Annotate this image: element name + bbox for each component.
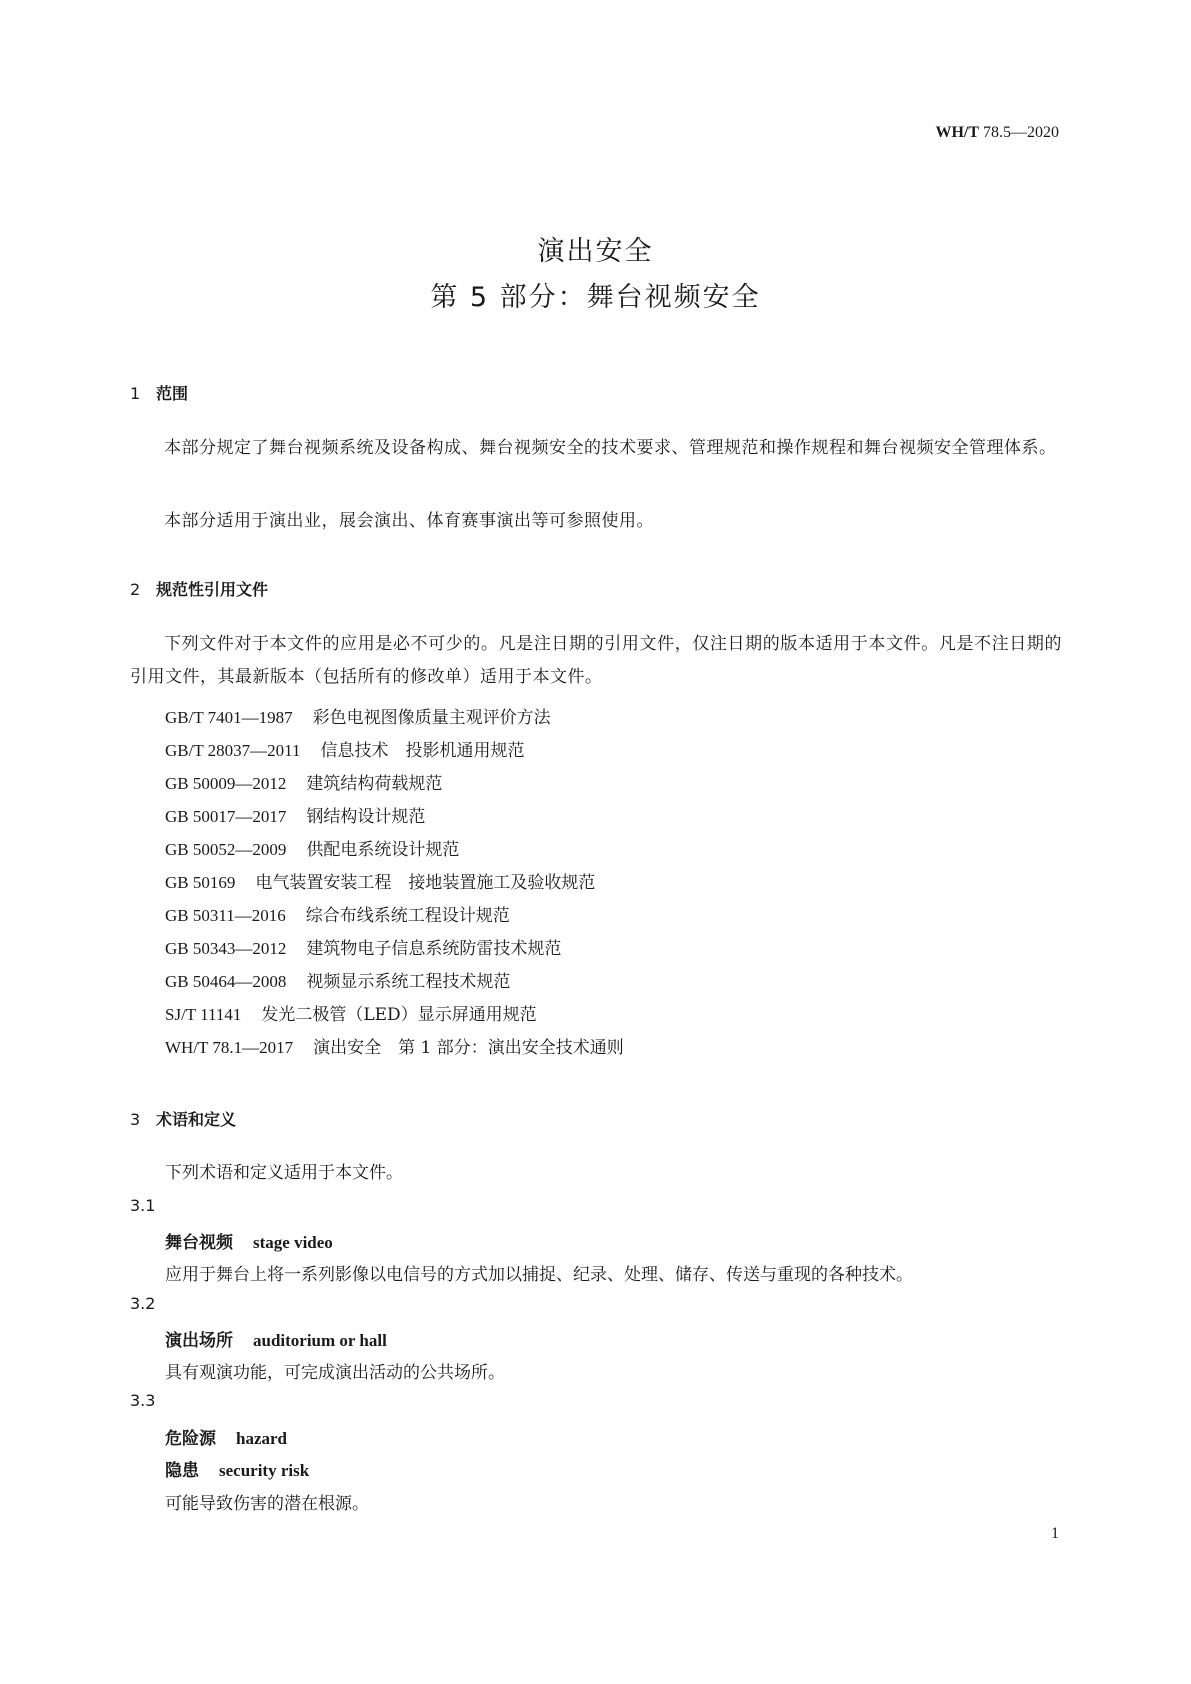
page-number: 1 bbox=[1051, 1525, 1059, 1542]
section-heading-terms: 3 术语和定义 bbox=[130, 1110, 237, 1129]
reference-title: 发光二极管（LED）显示屏通用规范 bbox=[261, 1005, 537, 1025]
term-definition: 具有观演功能，可完成演出活动的公共场所。 bbox=[165, 1363, 505, 1383]
reference-code: GB 50464—2008 bbox=[165, 972, 287, 991]
reference-code: GB 50169 bbox=[165, 873, 236, 892]
reference-item bbox=[165, 932, 624, 965]
term-number: 3.2 bbox=[130, 1294, 156, 1313]
document-title: 演出安全 bbox=[537, 236, 654, 267]
reference-title: 建筑结构荷载规范 bbox=[306, 774, 443, 794]
scope-paragraph: 本部分规定了舞台视频系统及设备构成、舞台视频安全的技术要求、管理规范和操作规程和舞台视频安全管理体系。 bbox=[164, 438, 1057, 458]
reference-item bbox=[165, 800, 624, 833]
reference-code: GB 50311—2016 bbox=[165, 906, 286, 925]
reference-title: 建筑物电子信息系统防雷技术规范 bbox=[306, 939, 562, 959]
reference-title: 钢结构设计规范 bbox=[306, 807, 426, 827]
reference-list bbox=[165, 701, 624, 1064]
reference-title: 信息技术 投影机通用规范 bbox=[320, 741, 525, 761]
term-number: 3.3 bbox=[130, 1391, 156, 1410]
term-en: security risk bbox=[219, 1461, 310, 1480]
term-definition: 可能导致伤害的潜在根源。 bbox=[165, 1494, 369, 1514]
reference-item bbox=[165, 701, 624, 734]
term-definition: 应用于舞台上将一系列影像以电信号的方式加以捕捉、纪录、处理、储存、传送与重现的各种技术。 bbox=[165, 1265, 913, 1285]
reference-item bbox=[165, 767, 624, 800]
terms-intro: 下列术语和定义适用于本文件。 bbox=[165, 1163, 403, 1183]
term-entry bbox=[165, 1326, 387, 1351]
term-zh: 演出场所 bbox=[165, 1331, 233, 1351]
reference-code: GB 50052—2009 bbox=[165, 840, 287, 859]
reference-code: GB/T 28037—2011 bbox=[165, 741, 301, 760]
reference-code: GB 50009—2012 bbox=[165, 774, 287, 793]
standard-code: WH/T 78.5—2020 bbox=[935, 124, 1059, 141]
reference-title: 电气装置安装工程 接地装置施工及验收规范 bbox=[255, 873, 596, 893]
reference-item bbox=[165, 833, 624, 866]
term-entry bbox=[165, 1424, 287, 1449]
reference-item bbox=[165, 998, 624, 1031]
reference-item bbox=[165, 1031, 624, 1064]
term-entry bbox=[165, 1228, 333, 1253]
reference-item bbox=[165, 965, 624, 998]
term-synonym bbox=[165, 1456, 309, 1481]
reference-code: GB 50017—2017 bbox=[165, 807, 287, 826]
scope-applicability-paragraph: 本部分适用于演出业，展会演出、体育赛事演出等可参照使用。 bbox=[164, 511, 654, 531]
reference-code: GB 50343—2012 bbox=[165, 939, 287, 958]
reference-item bbox=[165, 734, 624, 767]
term-zh: 隐患 bbox=[165, 1461, 199, 1481]
reference-title: 综合布线系统工程设计规范 bbox=[305, 906, 510, 926]
section-heading-normative-references: 2 规范性引用文件 bbox=[130, 580, 269, 599]
reference-code: GB/T 7401—1987 bbox=[165, 708, 293, 727]
term-zh: 舞台视频 bbox=[165, 1233, 233, 1253]
term-number: 3.1 bbox=[130, 1196, 156, 1215]
reference-item bbox=[165, 899, 624, 932]
term-zh: 危险源 bbox=[165, 1429, 216, 1449]
reference-item bbox=[165, 866, 624, 899]
reference-code: WH/T 78.1—2017 bbox=[165, 1038, 294, 1057]
term-en: auditorium or hall bbox=[253, 1331, 387, 1350]
term-en: hazard bbox=[236, 1429, 287, 1448]
reference-title: 演出安全 第 1 部分：演出安全技术通则 bbox=[313, 1038, 624, 1058]
reference-code: SJ/T 11141 bbox=[165, 1005, 242, 1024]
reference-title: 彩色电视图像质量主观评价方法 bbox=[312, 708, 551, 728]
section-heading-scope: 1 范围 bbox=[130, 384, 189, 403]
reference-title: 供配电系统设计规范 bbox=[306, 840, 460, 860]
reference-title: 视频显示系统工程技术规范 bbox=[306, 972, 511, 992]
references-intro: 下列文件对于本文件的应用是必不可少的。凡是注日期的引用文件，仅注日期的版本适用于本文件。凡是不注日期的引用文件，其最新版本（包括所有的修改单）适用于本文件。 bbox=[130, 634, 1062, 687]
term-en: stage video bbox=[253, 1233, 333, 1252]
document-subtitle: 第 5 部分：舞台视频安全 bbox=[430, 282, 761, 313]
